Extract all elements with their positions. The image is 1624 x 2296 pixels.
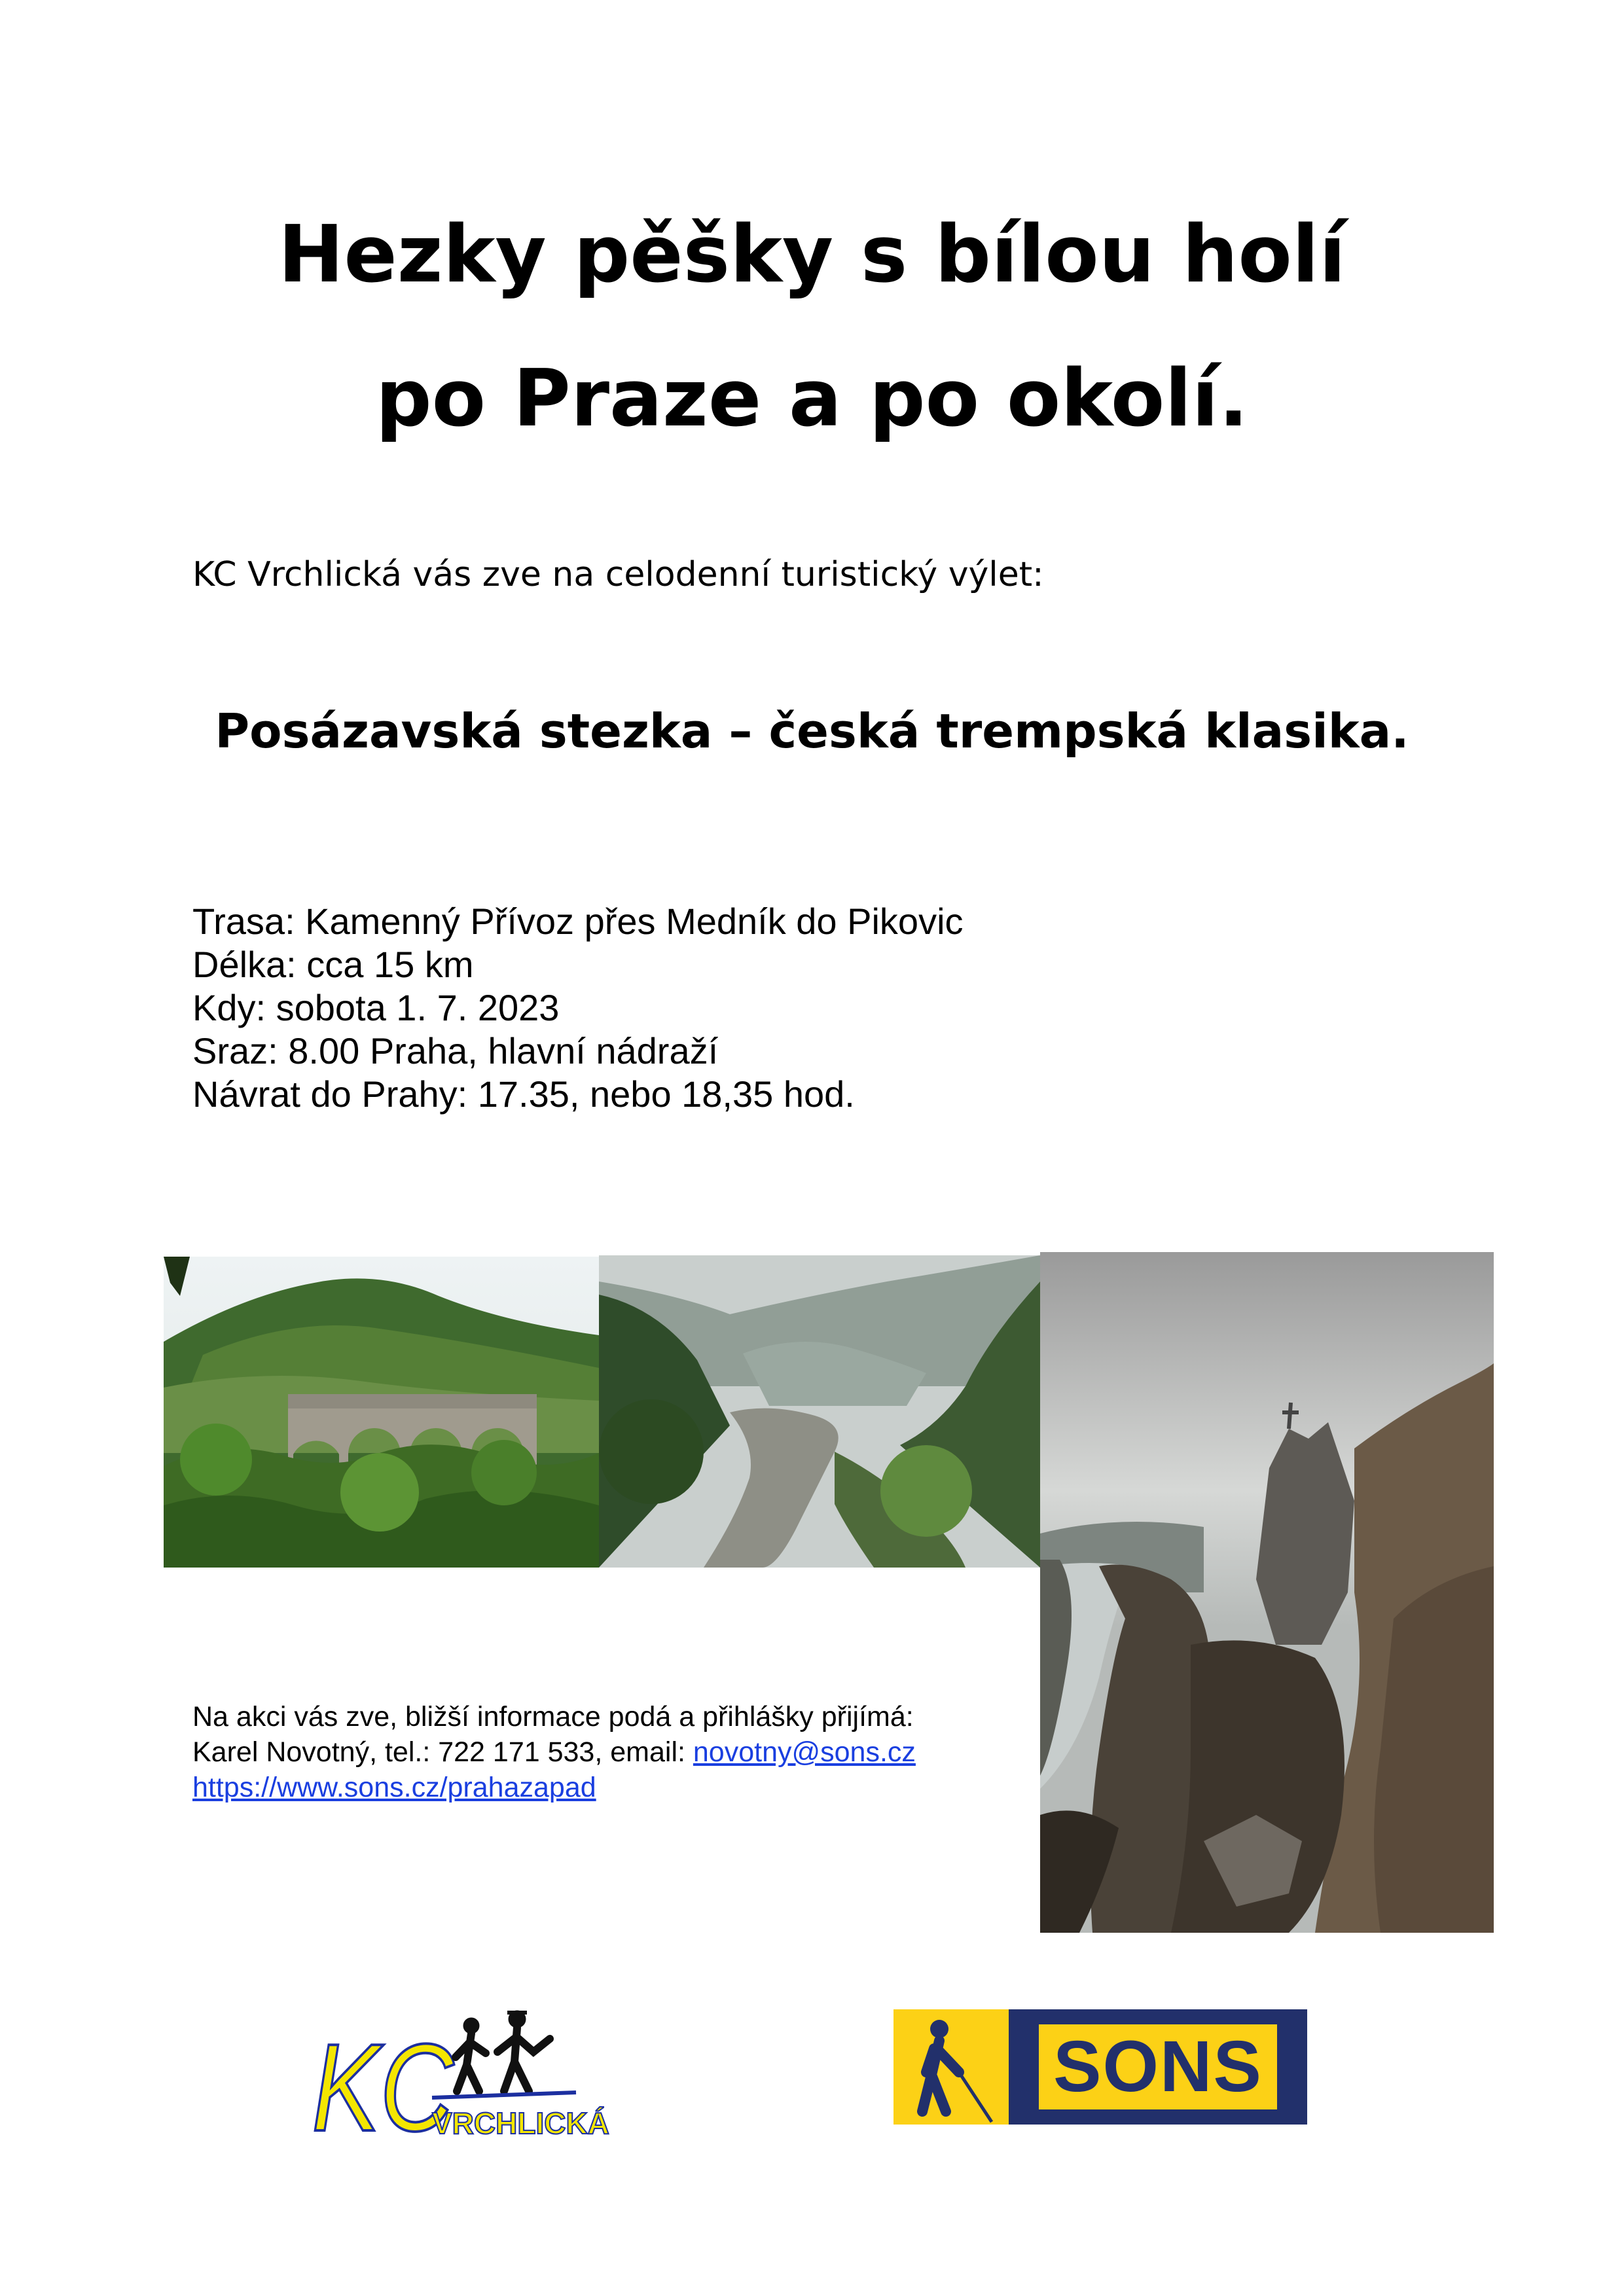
detail-date: Kdy: sobota 1. 7. 2023 (192, 987, 560, 1028)
railway-viaduct-photo (164, 1257, 599, 1568)
kc-logo-letters: KC (312, 2018, 454, 2157)
invitation-text: KC Vrchlická vás zve na celodenní turistický výlet: (192, 555, 1044, 594)
contact-line-2 (192, 1734, 916, 1770)
blind-person-icon (893, 2009, 1009, 2125)
trip-details (192, 900, 964, 1116)
contact-line-3 (192, 1770, 916, 1805)
detail-meeting: Sraz: 8.00 Praha, hlavní nádraží (192, 1030, 719, 1071)
website-link[interactable]: https://www.sons.cz/prahazapad (192, 1772, 596, 1803)
hikers-icon (456, 2011, 550, 2091)
title-line-1: Hezky pěšky s bílou holí (278, 209, 1346, 300)
sons-logo-text: SONS (1039, 2024, 1277, 2109)
contact-info (192, 1699, 916, 1805)
misty-river-valley-photo (599, 1255, 1040, 1568)
contact-name-phone: Karel Novotný, tel.: 722 171 533, email: (192, 1736, 693, 1768)
sons-logo (893, 2009, 1307, 2125)
detail-return: Návrat do Prahy: 17.35, nebo 18,35 hod. (192, 1073, 855, 1115)
kc-logo-name: VRCHLICKÁ (432, 2106, 609, 2140)
trip-title: Posázavská stezka – česká trempská klasika. (215, 704, 1409, 759)
detail-length: Délka: cca 15 km (192, 944, 474, 985)
contact-line-1: Na akci vás zve, bližší informace podá a přihlášky přijímá: (192, 1701, 914, 1732)
email-link[interactable]: novotny@sons.cz (693, 1736, 916, 1768)
rocky-cliff-river-photo (1040, 1252, 1494, 1933)
detail-route: Trasa: Kamenný Přívoz přes Medník do Pikovic (192, 901, 964, 942)
title-line-2: po Praze a po okolí. (375, 353, 1249, 444)
kc-vrchlicka-logo (308, 2000, 609, 2157)
